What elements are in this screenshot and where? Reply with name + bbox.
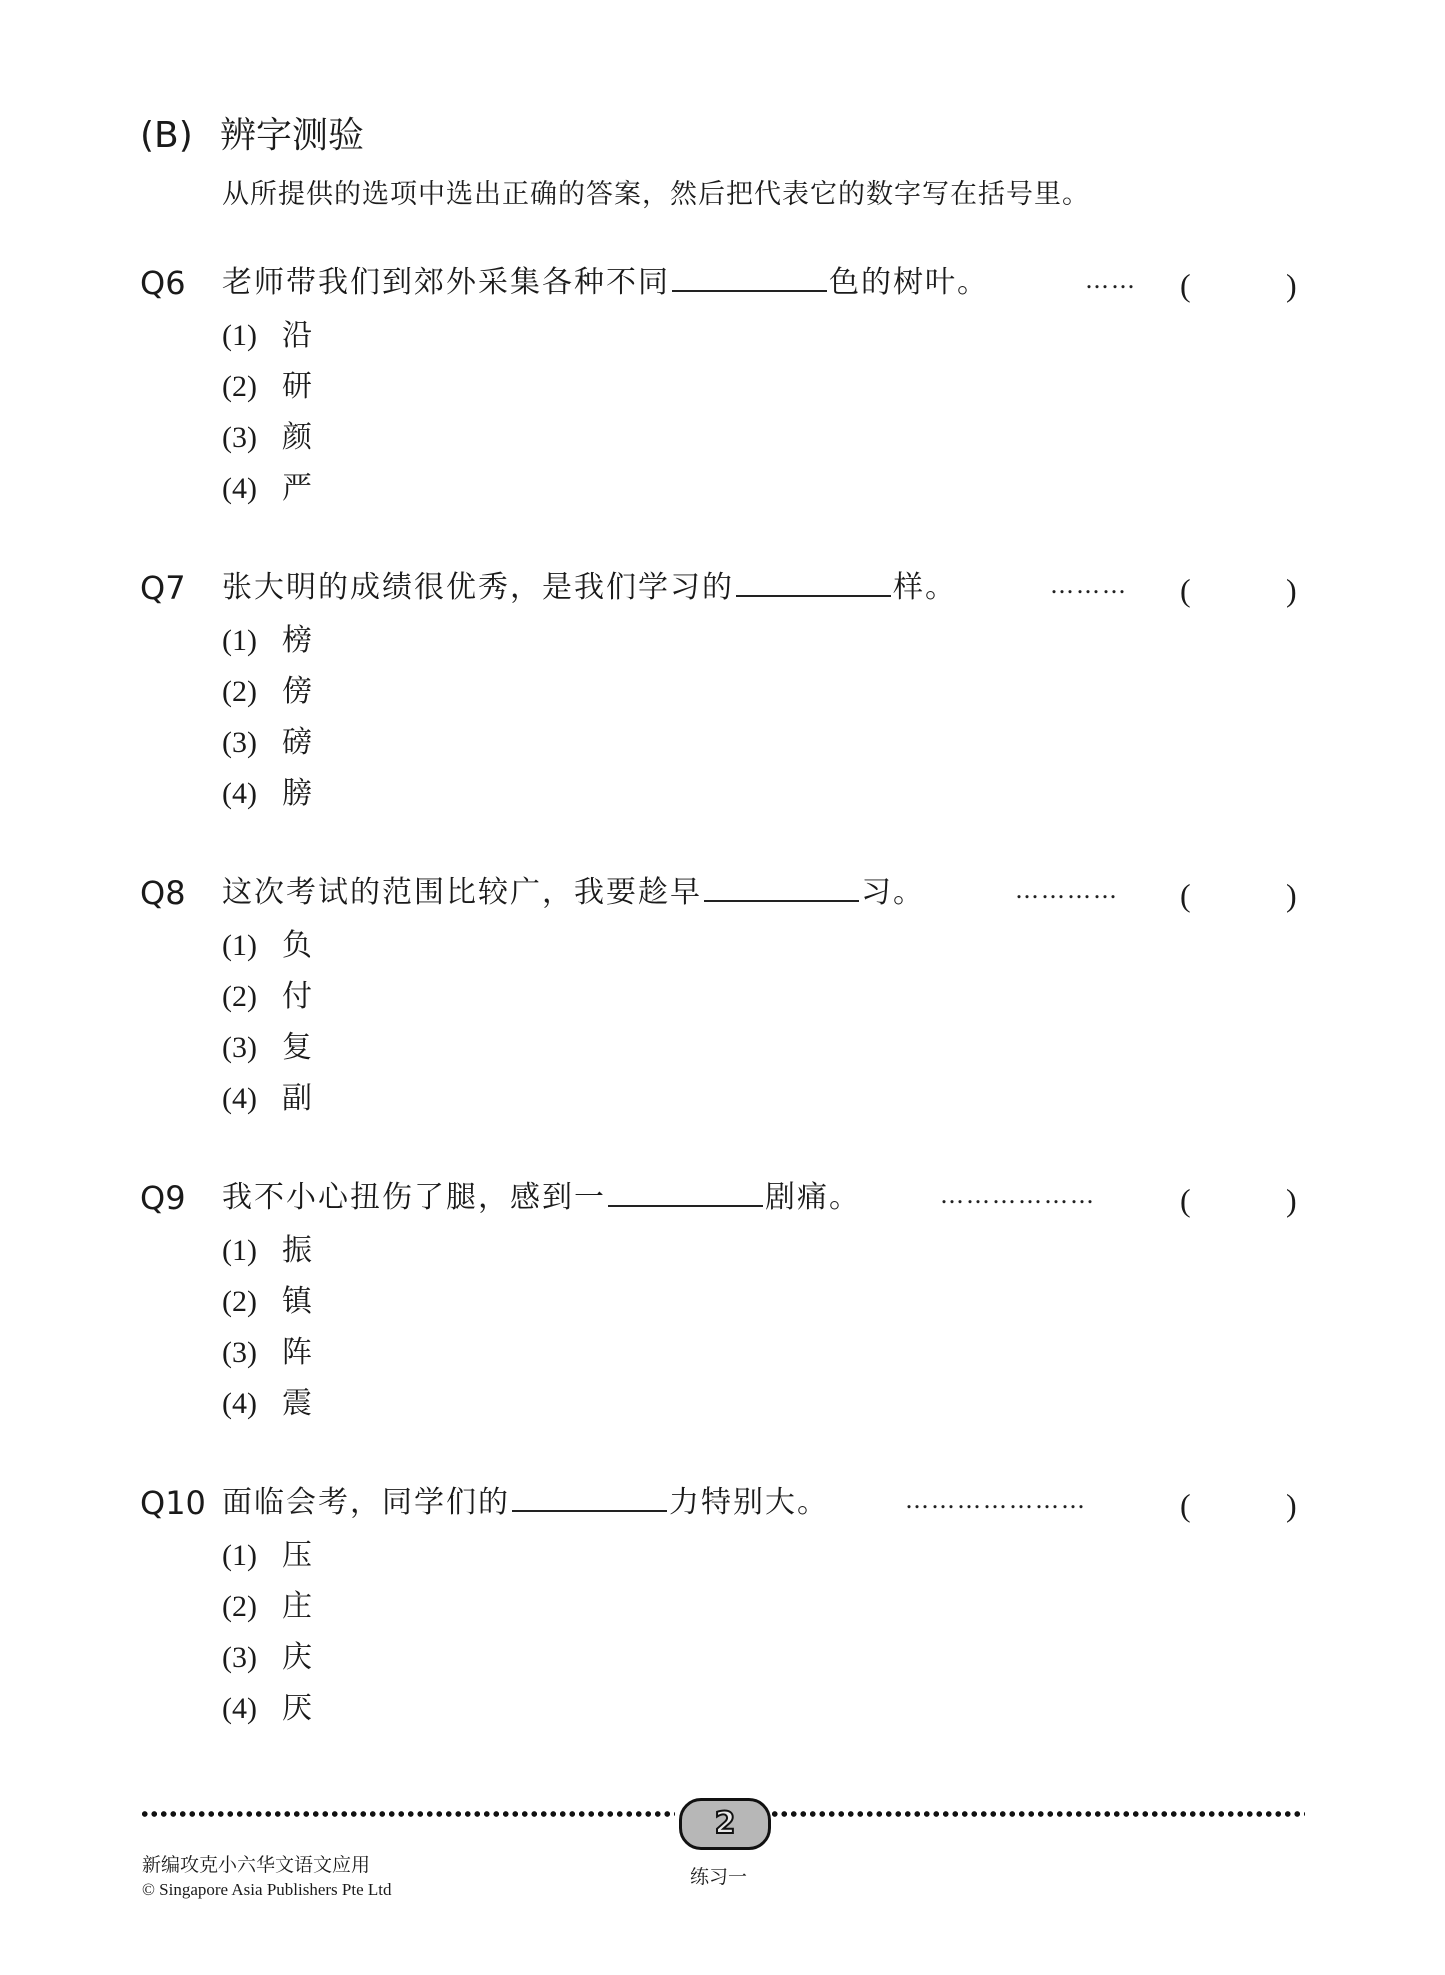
option-char: 庄	[282, 1589, 312, 1624]
answer-bracket-close[interactable]: )	[1286, 877, 1297, 913]
answer-bracket-open[interactable]: (	[1180, 1182, 1191, 1218]
text-after: 样。	[893, 570, 957, 605]
option-number: (2)	[222, 675, 257, 708]
answer-blank	[672, 258, 827, 292]
answer-blank	[736, 563, 891, 597]
option-item	[222, 615, 1300, 666]
option-number: (4)	[222, 777, 257, 810]
section-label: (B)	[140, 115, 193, 156]
options-list	[140, 310, 1300, 514]
option-number: (2)	[222, 1590, 257, 1623]
chapter-label: 练习一	[690, 1866, 748, 1888]
option-number: (1)	[222, 319, 257, 352]
option-number: (2)	[222, 1285, 257, 1318]
question-q6	[140, 258, 1300, 514]
option-item	[222, 1225, 1300, 1276]
option-number: (2)	[222, 370, 257, 403]
question-q7	[140, 563, 1300, 819]
option-char: 振	[282, 1233, 312, 1268]
option-number: (3)	[222, 421, 257, 454]
option-char: 榜	[282, 623, 312, 658]
question-text	[222, 1478, 829, 1528]
option-char: 副	[282, 1081, 312, 1116]
text-before: 老师带我们到郊外采集各种不同	[222, 265, 670, 300]
text-after: 色的树叶。	[829, 265, 989, 300]
option-item	[222, 1581, 1300, 1632]
question-text	[222, 563, 957, 613]
option-item	[222, 412, 1300, 463]
copyright: © Singapore Asia Publishers Pte Ltd	[142, 1880, 392, 1899]
question-number: Q7	[140, 569, 186, 607]
instructions: 从所提供的选项中选出正确的答案，然后把代表它的数字写在括号里。	[222, 179, 1090, 210]
option-item	[222, 1022, 1300, 1073]
page-number: 2	[679, 1798, 771, 1850]
option-number: (1)	[222, 929, 257, 962]
option-char: 研	[282, 369, 312, 404]
question-number: Q9	[140, 1179, 186, 1217]
footer-divider-right	[770, 1810, 1305, 1818]
answer-bracket-close[interactable]: )	[1286, 1487, 1297, 1523]
option-char: 膀	[282, 776, 312, 811]
option-item	[222, 1530, 1300, 1581]
option-item	[222, 666, 1300, 717]
book-title: 新编攻克小六华文语文应用	[142, 1854, 371, 1876]
option-char: 镇	[282, 1284, 312, 1319]
option-number: (3)	[222, 1336, 257, 1369]
option-item	[222, 717, 1300, 768]
option-char: 沿	[282, 318, 312, 353]
option-char: 压	[282, 1538, 312, 1573]
answer-bracket-open[interactable]: (	[1180, 1487, 1191, 1523]
option-item	[222, 1276, 1300, 1327]
option-char: 颜	[282, 420, 312, 455]
question-q8	[140, 868, 1300, 1124]
option-item	[222, 920, 1300, 971]
text-after: 剧痛。	[765, 1180, 861, 1215]
question-q10	[140, 1478, 1300, 1734]
question-text	[222, 1173, 861, 1223]
text-before: 张大明的成绩很优秀，是我们学习的	[222, 570, 734, 605]
answer-bracket-close[interactable]: )	[1286, 572, 1297, 608]
answer-blank	[608, 1173, 763, 1207]
option-item	[222, 463, 1300, 514]
dot-leader: …………	[1015, 876, 1119, 904]
option-char: 震	[282, 1386, 312, 1421]
option-item	[222, 361, 1300, 412]
option-char: 负	[282, 928, 312, 963]
text-before: 我不小心扭伤了腿，感到一	[222, 1180, 606, 1215]
option-item	[222, 971, 1300, 1022]
footer-divider-left	[140, 1810, 675, 1818]
options-list	[140, 1225, 1300, 1429]
option-number: (3)	[222, 1031, 257, 1064]
dot-leader: ………	[1050, 571, 1128, 599]
option-char: 阵	[282, 1335, 312, 1370]
option-number: (4)	[222, 1387, 257, 1420]
option-char: 严	[282, 471, 312, 506]
section-title: 辨字测验	[220, 115, 365, 156]
option-item	[222, 1378, 1300, 1429]
options-list	[140, 615, 1300, 819]
option-number: (3)	[222, 1641, 257, 1674]
option-number: (2)	[222, 980, 257, 1013]
option-char: 庆	[282, 1640, 312, 1675]
option-item	[222, 1632, 1300, 1683]
text-after: 力特别大。	[669, 1485, 829, 1520]
question-number: Q10	[140, 1484, 206, 1522]
answer-blank	[512, 1478, 667, 1512]
option-item	[222, 1683, 1300, 1734]
option-item	[222, 768, 1300, 819]
option-number: (1)	[222, 624, 257, 657]
option-char: 付	[282, 979, 312, 1014]
question-q9	[140, 1173, 1300, 1429]
option-number: (1)	[222, 1539, 257, 1572]
option-number: (4)	[222, 472, 257, 505]
option-number: (1)	[222, 1234, 257, 1267]
question-text	[222, 868, 925, 918]
option-char: 复	[282, 1030, 312, 1065]
answer-bracket-open[interactable]: (	[1180, 267, 1191, 303]
dot-leader: …………………	[905, 1486, 1087, 1514]
text-before: 面临会考，同学们的	[222, 1485, 510, 1520]
option-number: (4)	[222, 1082, 257, 1115]
options-list	[140, 920, 1300, 1124]
option-number: (4)	[222, 1692, 257, 1725]
question-text	[222, 258, 989, 308]
text-before: 这次考试的范围比较广，我要趁早	[222, 875, 702, 910]
question-number: Q8	[140, 874, 186, 912]
option-char: 傍	[282, 674, 312, 709]
section-header	[140, 112, 364, 160]
text-after: 习。	[861, 875, 925, 910]
answer-bracket-close[interactable]: )	[1286, 1182, 1297, 1218]
option-item	[222, 1327, 1300, 1378]
option-item	[222, 310, 1300, 361]
option-item	[222, 1073, 1300, 1124]
options-list	[140, 1530, 1300, 1734]
option-number: (3)	[222, 726, 257, 759]
answer-blank	[704, 868, 859, 902]
dot-leader: ……	[1085, 266, 1137, 294]
answer-bracket-open[interactable]: (	[1180, 572, 1191, 608]
dot-leader: ………………	[940, 1181, 1096, 1209]
question-number: Q6	[140, 264, 186, 302]
option-char: 厌	[282, 1691, 312, 1726]
answer-bracket-close[interactable]: )	[1286, 267, 1297, 303]
option-char: 磅	[282, 725, 312, 760]
answer-bracket-open[interactable]: (	[1180, 877, 1191, 913]
